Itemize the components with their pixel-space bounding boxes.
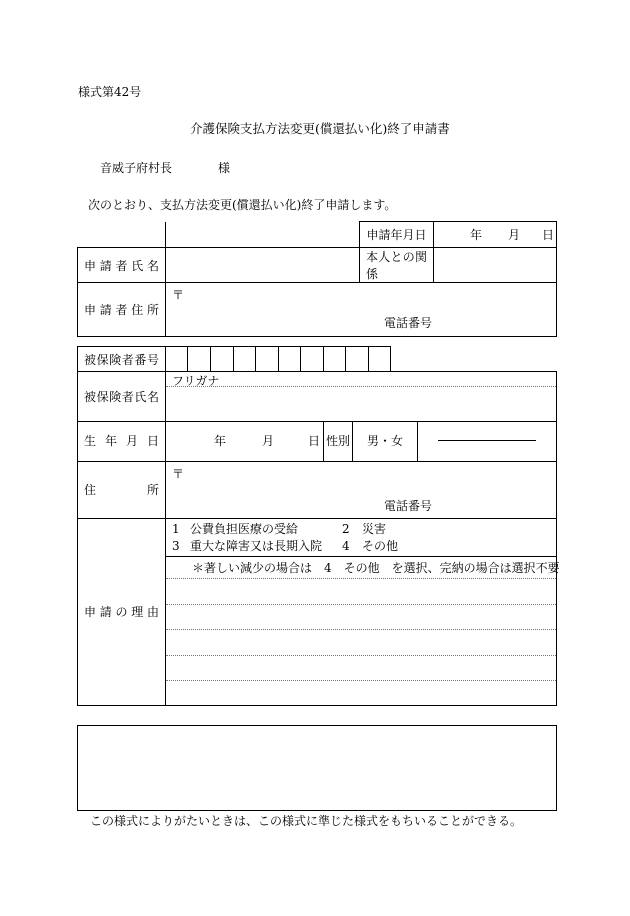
insured-table [77, 346, 557, 422]
reason-field[interactable] [166, 518, 560, 705]
writing-line [166, 655, 556, 656]
reason-label: 申請の理由 [78, 518, 166, 705]
addressee-honorific: 様 [218, 161, 231, 175]
form-title: 介護保険支払方法変更(償還払い化)終了申請書 [190, 121, 450, 136]
writing-line [166, 629, 556, 630]
birth-year-label: 年 [214, 434, 227, 448]
reason-option-text[interactable]: 公費負担医療の受給 [190, 522, 299, 536]
reason-option-num: 2 [342, 522, 350, 536]
application-date-field[interactable] [434, 222, 557, 248]
insured-number-digit[interactable] [279, 347, 301, 372]
applicant-name-field[interactable] [166, 248, 360, 283]
insured-number-digit[interactable] [324, 347, 346, 372]
reason-option-num: 4 [342, 539, 350, 553]
date-day-label: 日 [542, 228, 555, 242]
notes-box[interactable] [77, 725, 557, 811]
postal-mark: 〒 [172, 466, 185, 481]
insured-number-digit[interactable] [234, 347, 256, 372]
reason-option-text[interactable]: その他 [362, 539, 399, 553]
footer-note: この様式によりがたいときは、この様式に準じた様式をもちいることができる。 [90, 814, 523, 828]
date-month-label: 月 [508, 228, 521, 242]
form-number: 様式第42号 [78, 85, 142, 99]
relation-field[interactable] [434, 248, 557, 283]
reason-option-num: 3 [172, 539, 180, 553]
phone-label: 電話番号 [384, 498, 433, 513]
reason-divider [166, 556, 556, 557]
applicant-name-label: 申請者氏名 [78, 248, 166, 283]
insured-number-digit[interactable] [369, 347, 391, 372]
writing-line [166, 604, 556, 605]
insured-number-digit[interactable] [211, 347, 234, 372]
insured-address-field[interactable] [166, 461, 557, 518]
insured-name-label: 被保険者氏名 [78, 372, 166, 422]
birth-date-field[interactable] [166, 421, 324, 461]
insured-number-digit[interactable] [256, 347, 279, 372]
applicant-address-label: 申請者住所 [78, 283, 166, 337]
reason-table [77, 518, 560, 706]
birth-day-label: 日 [308, 434, 321, 448]
sex-label: 性別 [324, 421, 353, 461]
writing-line [166, 680, 556, 681]
intro-text: 次のとおり、支払方法変更(償還払い化)終了申請します。 [88, 198, 397, 212]
insured-number-label: 被保険者番号 [78, 347, 166, 372]
insured-address-label: 住所 [78, 461, 166, 518]
date-year-label: 年 [470, 228, 483, 242]
reason-note: ＊著しい減少の場合は 4 その他 を選択、完納の場合は選択不要 [192, 561, 560, 575]
relation-label: 本人との関係 [360, 248, 434, 283]
application-date-label: 申請年月日 [360, 222, 434, 248]
reason-option-num: 1 [172, 522, 180, 536]
blank-top-mid [166, 222, 360, 248]
insured-number-digit[interactable] [188, 347, 211, 372]
reason-option-text[interactable]: 災害 [362, 522, 387, 536]
birth-month-label: 月 [262, 434, 275, 448]
addressee-name: 音威子府村長 [100, 161, 173, 175]
birth-label: 生年月日 [78, 421, 166, 461]
blank-number-right [391, 347, 557, 372]
insured-number-digit[interactable] [166, 347, 188, 372]
insured-name-field[interactable] [166, 372, 557, 422]
sex-options[interactable]: 男・女 [353, 421, 418, 461]
birth-table [77, 421, 557, 519]
reason-option-text[interactable]: 重大な障害又は長期入院 [190, 539, 323, 553]
extra-line [438, 440, 536, 441]
insured-number-digit[interactable] [346, 347, 369, 372]
furigana-label: フリガナ [172, 374, 220, 388]
applicant-table [77, 221, 557, 337]
applicant-address-field[interactable] [166, 283, 557, 337]
writing-line [166, 578, 556, 579]
phone-label: 電話番号 [384, 316, 433, 330]
blank-top-left [78, 222, 166, 248]
insured-number-digit[interactable] [301, 347, 324, 372]
furigana-divider [166, 386, 556, 387]
postal-mark: 〒 [172, 288, 185, 302]
birth-extra-field[interactable] [418, 421, 557, 461]
